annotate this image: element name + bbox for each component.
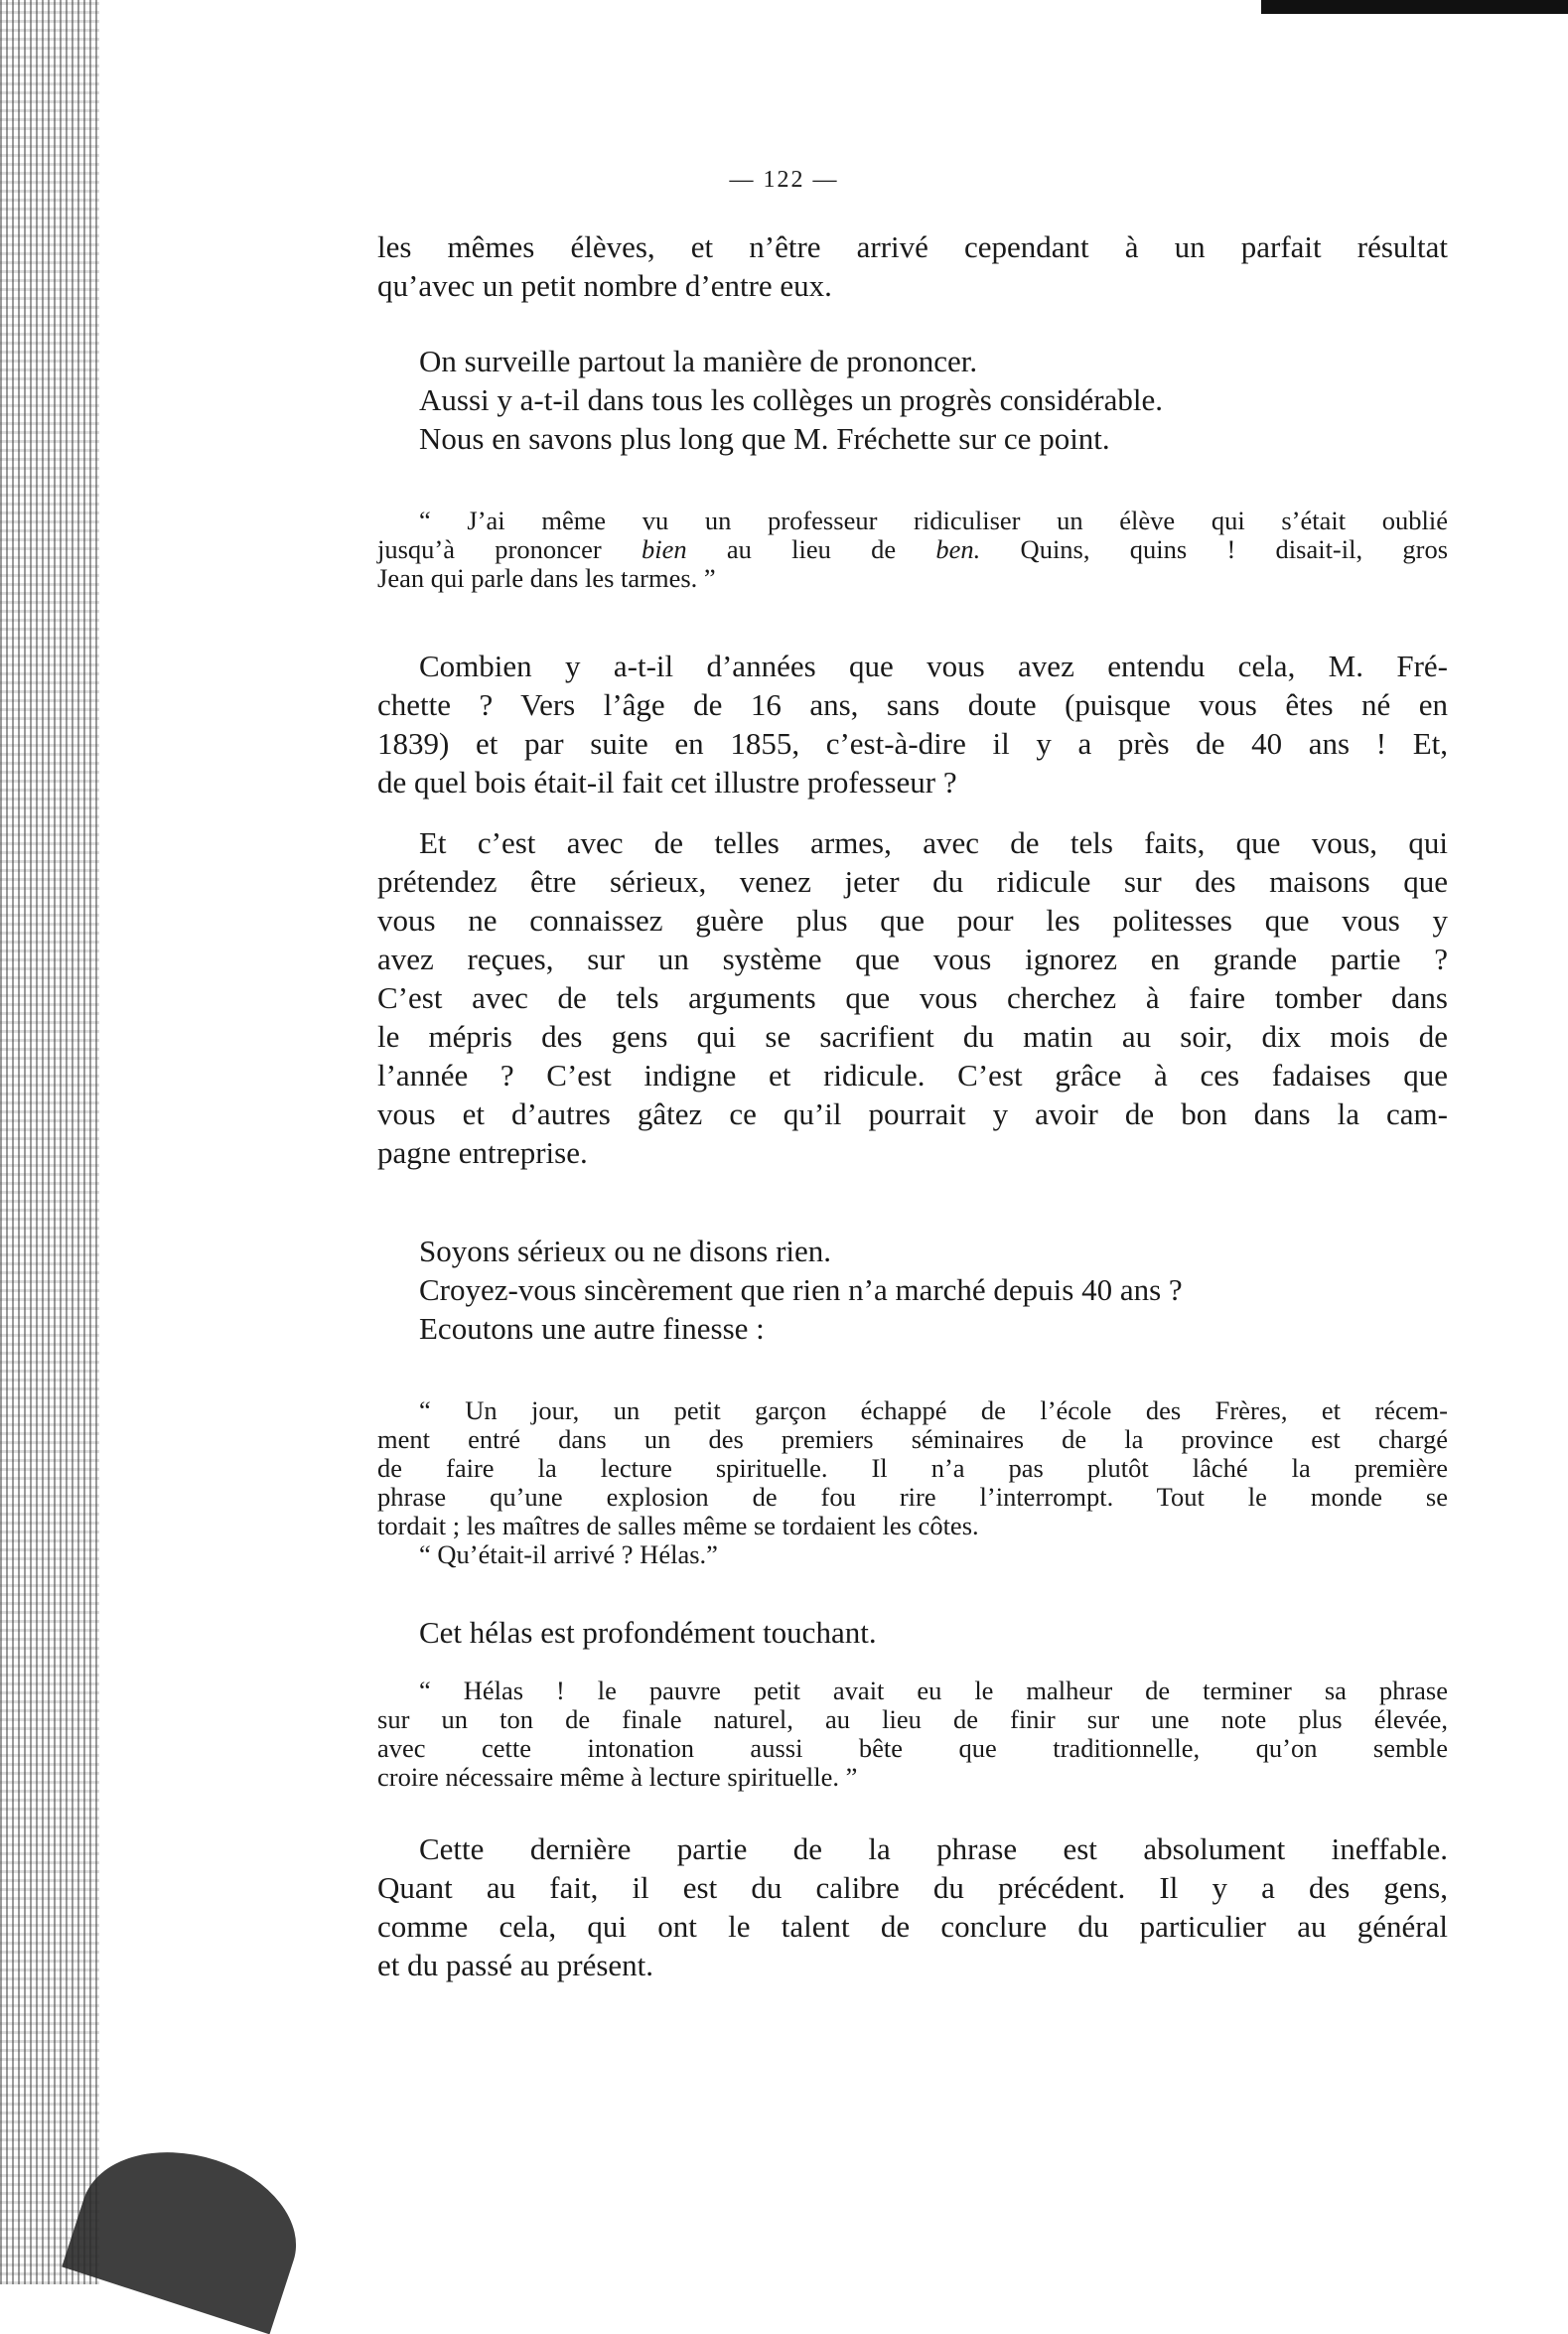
- text-line: pagne entreprise.: [377, 1135, 588, 1170]
- text-line: vous et d’autres gâtez ce qu’il pourrait y avoir de bon dans la cam-: [377, 1096, 1448, 1131]
- quote-line: croire nécessaire même à lecture spirituelle. ”: [377, 1762, 858, 1792]
- quote-line: “ J’ai même vu un professeur ridiculiser un élève qui s’était oublié: [419, 506, 1448, 535]
- text-line: Combien y a-t-il d’années que vous avez entendu cela, M. Fré-: [419, 649, 1448, 683]
- text-line: avez reçues, sur un système que vous ignorez en grande partie ?: [377, 942, 1448, 976]
- text-line: les mêmes élèves, et n’être arrivé cependant à un parfait résultat: [377, 229, 1448, 264]
- text-line: Cette dernière partie de la phrase est absolument ineffable.: [419, 1831, 1448, 1866]
- text-line: prétendez être sérieux, venez jeter du ridicule sur des maisons que: [377, 864, 1448, 899]
- paragraph-1: [377, 227, 1448, 305]
- scan-edge-rule: [1261, 0, 1568, 14]
- page-number: — 122 —: [729, 167, 839, 193]
- text-line: et du passé au présent.: [377, 1948, 654, 1982]
- paragraph-3: [377, 647, 1448, 802]
- paragraph-2: [377, 342, 1448, 458]
- scan-blot-decoration: [62, 2125, 316, 2334]
- text-line: vous ne connaissez guère plus que pour les politesses que vous y: [377, 903, 1448, 938]
- quote-line: avec cette intonation aussi bête que traditionnelle, qu’on semble: [377, 1733, 1448, 1763]
- text-line: On surveille partout la manière de prononcer.: [419, 344, 978, 378]
- text-line: Croyez-vous sincèrement que rien n’a marché depuis 40 ans ?: [419, 1272, 1183, 1307]
- quote-line: tordait ; les maîtres de salles même se tordaient les côtes.: [377, 1511, 979, 1540]
- text-line: Cet hélas est profondément touchant.: [419, 1615, 877, 1650]
- paragraph-6: [377, 1613, 1448, 1652]
- quote-line: [377, 535, 1448, 564]
- quote-text: jusqu’à prononcer: [377, 534, 641, 564]
- paragraph-5: [377, 1232, 1448, 1348]
- quote-line: “ Hélas ! le pauvre petit avait eu le malheur de terminer sa phrase: [419, 1676, 1448, 1705]
- text-line: Nous en savons plus long que M. Fréchette sur ce point.: [419, 421, 1110, 456]
- quote-text: au lieu de: [686, 534, 936, 564]
- text-line: l’année ? C’est indigne et ridicule. C’est grâce à ces fadaises que: [377, 1058, 1448, 1093]
- paragraph-7: [377, 1829, 1448, 1984]
- text-line: Aussi y a-t-il dans tous les collèges un progrès considérable.: [419, 382, 1163, 417]
- quote-italic-word: bien: [641, 534, 687, 564]
- text-line: comme cela, qui ont le talent de conclure du particulier au général: [377, 1909, 1448, 1944]
- text-line: le mépris des gens qui se sacrifient du matin au soir, dix mois de: [377, 1019, 1448, 1054]
- binding-edge-decoration: [0, 0, 99, 2284]
- text-line: Soyons sérieux ou ne disons rien.: [419, 1234, 832, 1268]
- quote-text: Quins, quins ! disait-il, gros: [980, 534, 1449, 564]
- quote-line: “ Qu’était-il arrivé ? Hélas.”: [419, 1539, 718, 1569]
- text-line: 1839) et par suite en 1855, c’est-à-dire il y a près de 40 ans ! Et,: [377, 726, 1448, 761]
- quote-italic-word: ben.: [935, 534, 981, 564]
- text-line: Et c’est avec de telles armes, avec de tels faits, que vous, qui: [419, 825, 1448, 860]
- quotation-1: [377, 507, 1448, 593]
- quotation-2: [377, 1396, 1448, 1569]
- quotation-3: [377, 1677, 1448, 1792]
- text-line: Ecoutons une autre finesse :: [419, 1311, 765, 1346]
- text-line: qu’avec un petit nombre d’entre eux.: [377, 268, 832, 303]
- quote-line: Jean qui parle dans les tarmes. ”: [377, 563, 716, 593]
- quote-line: phrase qu’une explosion de fou rire l’interrompt. Tout le monde se: [377, 1482, 1448, 1512]
- text-line: Quant au fait, il est du calibre du précédent. Il y a des gens,: [377, 1870, 1448, 1905]
- quote-line: sur un ton de finale naturel, au lieu de finir sur une note plus élevée,: [377, 1704, 1448, 1734]
- text-line: chette ? Vers l’âge de 16 ans, sans doute (puisque vous êtes né en: [377, 687, 1448, 722]
- text-line: C’est avec de tels arguments que vous cherchez à faire tomber dans: [377, 980, 1448, 1015]
- paragraph-4: [377, 823, 1448, 1172]
- text-line: de quel bois était-il fait cet illustre professeur ?: [377, 765, 957, 800]
- quote-line: “ Un jour, un petit garçon échappé de l’école des Frères, et récem-: [419, 1395, 1448, 1425]
- quote-line: de faire la lecture spirituelle. Il n’a pas plutôt lâché la première: [377, 1453, 1448, 1483]
- quote-line: ment entré dans un des premiers séminaires de la province est chargé: [377, 1424, 1448, 1454]
